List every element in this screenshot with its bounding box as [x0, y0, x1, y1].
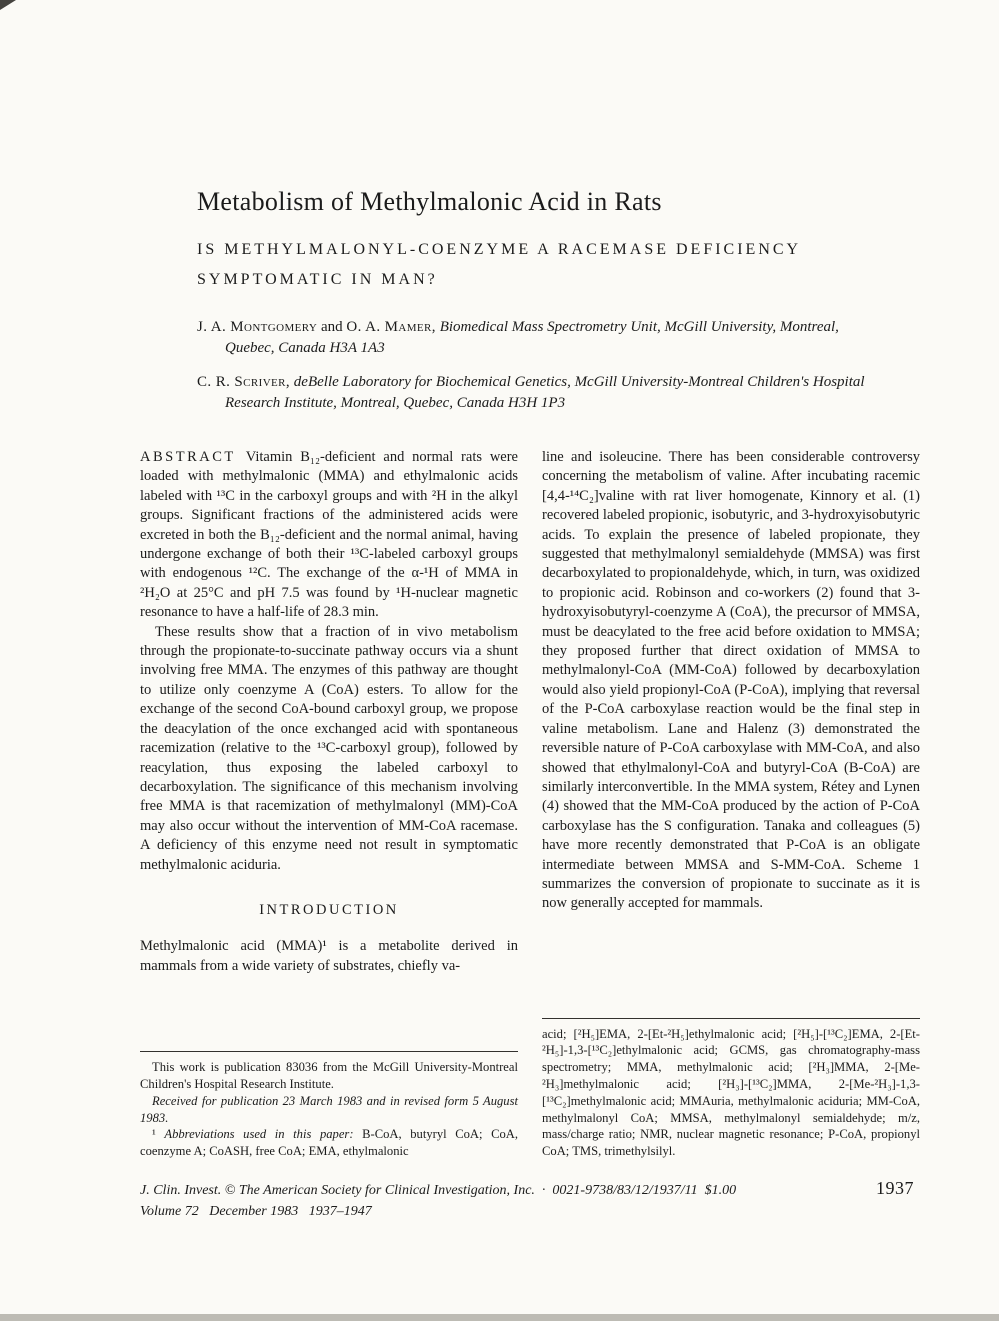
page-title: Metabolism of Methylmalonic Acid in Rats [197, 187, 662, 216]
page-footer [140, 1178, 920, 1220]
footnote-abbreviations-continued: acid; [²H₅]EMA, 2-[Et-²H₅]ethylmalonic acid; [²H₅]-[¹³C₂]EMA, 2-[Et-²H₅]-1,3-[¹³C₂]ethylmalonic acid; GCMS, gas chromatography-mass spectrometry; MMA, methylmalonic acid; [²H₃]MMA, 2-[Me-²H₃]methylmalonic acid; [²H₃]-[¹³C₂]MMA, 2-[Me-²H₃]-1,3-[¹³C₂]methylmalonic acid; MMAuria, methylmalonic aciduria; MM-CoA, methylmalonyl CoA; MMSA, methylmalonyl semialdehyde; m/z, mass/charge ratio; NMR, nuclear magnetic resonance; P-CoA, propionyl CoA; TMS, trimethylsilyl. [542, 1026, 920, 1159]
author-name: O. A. Mamer, [346, 319, 436, 335]
author-block [140, 317, 920, 414]
author-line-2 [197, 372, 885, 414]
footer-credit-line [140, 1178, 920, 1201]
author-affiliation: Biomedical Mass Spectrometry Unit, McGill University, Montreal, Quebec, Canada H3A 1A3 [225, 319, 839, 356]
scan-edge-bottom [0, 1314, 999, 1321]
journal-credit-text: J. Clin. Invest. © The American Society for Clinical Investigation, Inc. · 0021-9738/83/12/1937/11 $1.00 [140, 1183, 737, 1198]
footnote-rule [542, 1018, 920, 1019]
footnote-abbreviations-text: B-CoA, butyryl CoA; CoA, coenzyme A; CoASH, free CoA; EMA, ethylmalonic [140, 1127, 519, 1159]
footnote-marker: ¹ [152, 1127, 156, 1142]
author-affiliation: deBelle Laboratory for Biochemical Genetics, McGill University-Montreal Children's Hospital Research Institute, Montreal, Quebec, Canada H3H 1P3 [225, 374, 865, 411]
introduction-paragraph: Methylmalonic acid (MMA)¹ is a metabolite derived in mammals from a wide variety of substrates, chiefly va- [140, 938, 518, 974]
two-column-body [140, 448, 920, 1160]
footnote-abbreviations-label: Abbreviations used in this paper: [164, 1127, 354, 1142]
right-column [542, 448, 920, 1160]
footnote-abbreviations [140, 1126, 518, 1160]
left-footnote-block [140, 1045, 518, 1160]
page-number: 1937 [876, 1178, 914, 1198]
author-line-1 [197, 317, 885, 359]
subtitle-line-1: IS METHYLMALONYL-COENZYME A RACEMASE DEFICIENCY [197, 241, 802, 258]
footnote-received-dates: Received for publication 23 March 1983 and in revised form 5 August 1983. [140, 1093, 518, 1125]
article-subtitle [197, 235, 920, 295]
abstract-paragraph-2: These results show that a fraction of in vivo metabolism through the propionate-to-succinate pathway occurs via a shunt involving free MMA. The enzymes of this pathway are thought to utilize only coenzyme A (CoA) esters. To allow for the exchange of the second CoA-bound carboxyl group, we propose the deacylation of the once exchanged acid with spontaneous racemization (relative to the ¹³C-carboxyl group), followed by reacylation, thus exposing the labeled carboxyl to decarboxylation. The significance of this mechanism involving free MMA is that racemization of methylmalonyl (MM)-CoA may also occur without the intervention of MM-CoA racemase. A deficiency of this enzyme need not result in symptomatic methylmalonic aciduria. [140, 623, 518, 873]
body-paragraph: line and isoleucine. There has been considerable controversy concerning the metabolism of valine. After incubating racemic [4,4-¹⁴C₂]valine with rat liver homogenate, Kinnory et al. (1) recovered labeled propionic, isobutyric, and 3-hydroxyisobutyric acids. To explain the presence of labeled propionate, they suggested that methylmalonyl semialdehyde (MMSA) was first decarboxylated to propionaldehyde, which, in turn, was oxidized to propionic acid. Robinson and co-workers (2) found that 3-hydroxyisobutyryl-coenzyme A (CoA), the precursor of MMSA, must be deacylated to the free acid before oxidation to MMSA; they proposed further that direct oxidation of MMSA to methylmalonyl-CoA (MM-CoA) followed by decarboxylation would also yield propionyl-CoA (P-CoA), implying that reversal of the P-CoA carboxylase reaction would be the final step in valine metabolism. Lane and Halenz (3) demonstrated the reversible nature of P-CoA carboxylase with MM-CoA, and also showed that ethylmalonyl-CoA and butyryl-CoA (B-CoA) are similarly interconvertible. In the MMA system, Rétey and Lynen (4) showed that the MM-CoA produced by the action of P-CoA carboxylase has the S configuration. Tanaka and colleagues (5) have more recently demonstrated that P-CoA is an obligate intermediate between MMSA and S-MM-CoA. Scheme 1 summarizes the conversion of propionate to succinate as it is now generally accepted for mammals. [542, 449, 920, 912]
left-column [140, 448, 518, 1160]
section-heading-introduction: INTRODUCTION [259, 901, 399, 918]
scan-artifact-corner [0, 0, 16, 10]
abstract-text: Vitamin B₁₂-deficient and normal rats were loaded with methylmalonic (MMA) and ethylmalonic acids labeled with ¹³C in the carboxyl groups and with ²H in the alkyl groups. Significant fractions of the administered acids were excreted in both the B₁₂-deficient and the normal animal, having undergone exchange of both their ¹³C-labeled carboxyl groups with endogenous ¹²C. The exchange of the α-¹H of MMA in ²H₂O at 25°C and pH 7.5 was found by ¹H-nuclear magnetic resonance to have a half-life of 28.3 min. [140, 449, 518, 621]
subtitle-line-2: SYMPTOMATIC IN MAN? [197, 271, 438, 288]
footnote-acknowledgment: This work is publication 83036 from the McGill University-Montreal Children's Hospital Research Institute. [140, 1060, 518, 1092]
abstract-paragraph-1 [140, 448, 518, 623]
author-name: J. A. Montgomery [197, 319, 318, 335]
volume-line: Volume 72 December 1983 1937–1947 [140, 1204, 372, 1219]
right-footnote-block [542, 1012, 920, 1160]
author-conjunction: and [321, 319, 343, 335]
footnote-rule [140, 1051, 518, 1052]
author-name: C. R. Scriver, [197, 374, 291, 390]
abstract-label: ABSTRACT [140, 449, 236, 465]
